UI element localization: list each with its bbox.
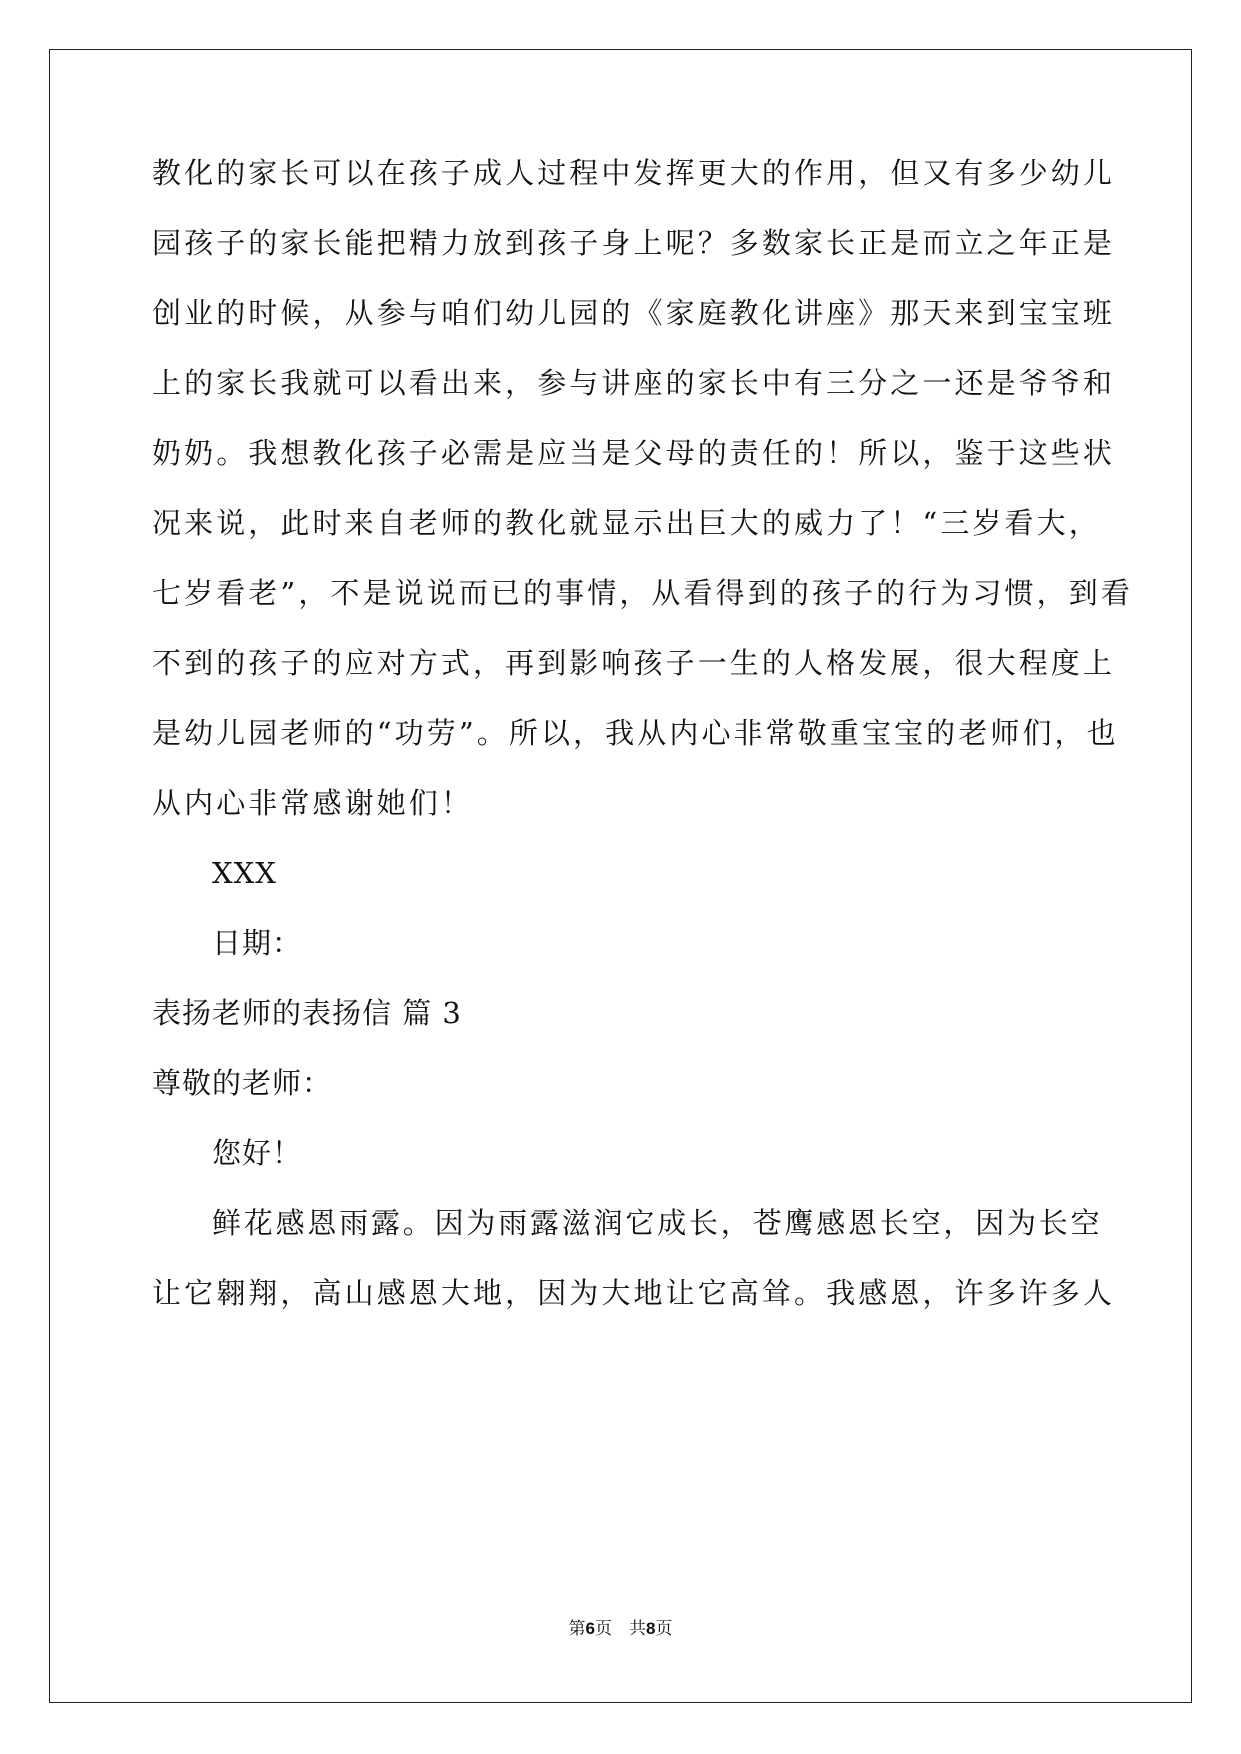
footer-page-current: 6: [585, 1619, 595, 1638]
salutation: 尊敬的老师：: [152, 1066, 333, 1100]
date-label: 日期：: [212, 926, 303, 960]
body-line-2: 园孩子的家长能把精力放到孩子身上呢？多数家长正是而立之年正是: [152, 226, 1116, 260]
paragraph-2-line-1: 鲜花感恩雨露。因为雨露滋润它成长，苍鹰感恩长空，因为长空: [212, 1206, 1103, 1240]
body-line-8: 不到的孩子的应对方式，再到影响孩子一生的人格发展，很大程度上: [152, 646, 1116, 680]
body-line-10: 从内心非常感谢她们！: [152, 786, 474, 820]
body-line-4: 上的家长我就可以看出来，参与讲座的家长中有三分之一还是爷爷和: [152, 366, 1116, 400]
body-line-7: 七岁看老”，不是说说而已的事情，从看得到的孩子的行为习惯，到看: [152, 576, 1133, 610]
footer-page-suffix: 页: [655, 1619, 673, 1639]
section-title: 表扬老师的表扬信 篇 3: [152, 996, 462, 1030]
paragraph-2-line-2: 让它翱翔，高山感恩大地，因为大地让它高耸。我感恩，许多许多人: [152, 1276, 1116, 1310]
body-line-3: 创业的时候，从参与咱们幼儿园的《家庭教化讲座》那天来到宝宝班: [152, 296, 1116, 330]
footer-page-total: 8: [646, 1619, 656, 1638]
footer-page-prefix: 第: [568, 1619, 586, 1639]
body-line-1: 教化的家长可以在孩子成人过程中发挥更大的作用，但又有多少幼儿: [152, 156, 1116, 190]
signature: XXX: [212, 856, 277, 890]
page-footer: [0, 1618, 1241, 1640]
body-line-9: 是幼儿园老师的“功劳”。所以，我从内心非常敬重宝宝的老师们，也: [152, 716, 1119, 750]
body-line-5: 奶奶。我想教化孩子必需是应当是父母的责任的！所以，鉴于这些状: [152, 436, 1116, 470]
footer-page-mid: 页 共: [595, 1619, 646, 1639]
body-line-6: 况来说，此时来自老师的教化就显示出巨大的威力了！“三岁看大，: [152, 506, 1101, 540]
greeting: 您好！: [212, 1136, 303, 1170]
